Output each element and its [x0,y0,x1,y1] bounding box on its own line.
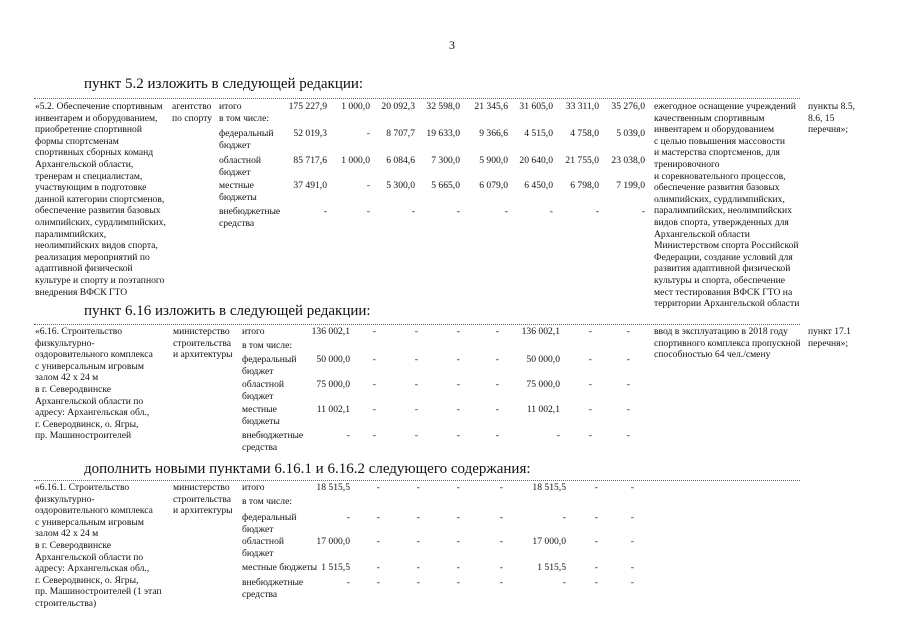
funding-value: 5 900,0 [479,155,508,166]
funding-source-line: итого [219,101,242,112]
funding-source-line: бюджеты [242,415,280,427]
funding-value: - [549,206,553,217]
funding-value: 20 092,3 [381,101,415,112]
funding-value: - [626,379,630,390]
funding-value: 7 199,0 [616,180,645,191]
description-line: «5.2. Обеспечение спортивным [35,101,163,112]
funding-value: 1 515,5 [321,562,350,573]
executor-line: строительства [173,493,232,505]
funding-value: - [346,577,350,588]
funding-value: - [414,326,418,337]
funding-value: - [414,430,418,441]
funding-value: 50 000,0 [316,354,350,365]
funding-value: - [588,379,592,390]
funding-source-line: средства [242,588,278,600]
funding-value: 19 633,0 [426,128,460,139]
funding-value: 35 276,0 [611,101,645,112]
funding-value: 1 000,0 [341,101,370,112]
expected-result-line: и соревновательного процессов, [654,170,786,182]
executor-line: по спорту [172,112,213,124]
funding-value: 136 002,1 [521,326,560,337]
funding-source-line: итого [242,482,265,493]
funding-value: - [562,577,566,588]
funding-source-label [242,482,265,494]
funding-source-label [219,128,274,151]
expected-result-line: обеспечение развития базовых [654,182,780,194]
funding-value: 37 491,0 [293,180,327,191]
executor-line: министерство [173,326,230,337]
description-line: участвующим в подготовке [35,182,147,194]
funding-value: - [556,430,560,441]
description-line: физкультурно- [35,337,95,349]
description-line: формы спортсменам [35,135,119,147]
funding-value: - [376,577,380,588]
description-line: адресу: Архангельская обл., [35,563,150,575]
funding-value: 7 300,0 [431,155,460,166]
funding-value: - [376,482,380,493]
funding-value: - [499,512,503,523]
funding-value: - [346,430,350,441]
executor-line: министерство [173,482,230,493]
funding-value: 17 000,0 [316,536,350,547]
funding-source-line: внебюджетные [242,577,304,588]
expected-result-line: инвентарем и оборудованием [654,124,775,136]
funding-source-line: итого [242,326,265,337]
description-line: оздоровительного комплекса [35,505,153,517]
funding-source-line: внебюджетные [219,206,281,217]
reference-line: перечня»; [808,124,849,136]
funding-source-label [219,101,242,113]
expected-result-line: паралимпийских, неолимпийских [654,205,792,217]
funding-value: - [366,206,370,217]
funding-source-line: в том числе: [242,496,293,507]
funding-value: - [323,206,327,217]
funding-value: - [416,536,420,547]
description-line: в г. Северодвинске [35,539,112,551]
description-line: г. Северодвинск, о. Ягры, [35,574,139,586]
description-line: «6.16. Строительство [35,326,123,337]
funding-value: - [416,512,420,523]
funding-source-line: средства [219,217,255,229]
funding-value: - [372,430,376,441]
funding-value: - [641,206,645,217]
funding-value: - [376,562,380,573]
funding-value: 6 084,6 [386,155,415,166]
funding-value: 5 665,0 [431,180,460,191]
funding-source-label [242,340,292,352]
funding-value: - [626,404,630,415]
funding-source-line: областной [242,379,285,390]
description-line: «6.16.1. Строительство [35,482,130,493]
funding-value: 75 000,0 [526,379,560,390]
funding-value: - [626,326,630,337]
funding-value: 136 002,1 [311,326,350,337]
expected-result-line: мест тестирования ВФСК ГТО на [654,286,793,298]
program-reference [808,326,851,349]
description-line: залом 42 х 24 м [35,528,99,540]
funding-source-line: бюджет [242,547,274,559]
funding-value: - [346,512,350,523]
description-line: Архангельской области, [35,158,134,170]
description-line: г. Северодвинск, о. Ягры, [35,418,139,430]
description-line: неолимпийских видов спорта, [35,240,158,252]
expected-result-line: ввод в эксплуатацию в 2018 году [654,326,788,337]
funding-value: 75 000,0 [316,379,350,390]
funding-value: - [562,512,566,523]
funding-source-line: внебюджетные [242,430,304,441]
funding-value: - [372,326,376,337]
funding-value: 23 038,0 [611,155,645,166]
funding-value: - [414,354,418,365]
funding-source-line: бюджет [219,166,251,178]
funding-value: - [504,206,508,217]
funding-source-line: местные бюджеты [242,562,318,573]
funding-value: - [594,536,598,547]
funding-source-line: бюджет [219,139,251,151]
expected-result-line: с целью повышения массовости [654,135,786,147]
description-line: Архангельской области по [35,395,144,407]
section-divider [34,480,800,481]
funding-value: - [499,536,503,547]
executor-line: и архитектуры [173,505,233,517]
expected-result-line: Министерством спорта Российской [654,240,799,252]
funding-value: - [594,482,598,493]
description-line: адаптивной физической [35,263,133,275]
funding-value: - [495,354,499,365]
funding-value: 6 079,0 [479,180,508,191]
reference-line: пункты 8.5, [808,101,856,112]
expected-result-line: спортивного комплекса пропускной [654,337,801,349]
funding-value: - [372,404,376,415]
funding-value: 6 798,0 [570,180,599,191]
funding-source-line: местные [242,404,277,415]
funding-source-line: федеральный [242,354,297,365]
description-line: адресу: Архангельская обл., [35,407,150,419]
funding-value: - [411,206,415,217]
section-divider [34,324,800,325]
funding-source-label [242,354,297,377]
measure-description [35,101,166,298]
funding-source-line: в том числе: [219,113,270,124]
funding-value: 175 227,9 [288,101,327,112]
funding-value: - [626,430,630,441]
expected-result-line: видов спорта, утвержденных для [654,216,789,228]
funding-value: - [630,512,634,523]
funding-value: - [595,206,599,217]
funding-value: - [372,379,376,390]
funding-value: - [416,482,420,493]
funding-value: 33 311,0 [565,101,599,112]
expected-result-line: качественным спортивным [654,112,765,124]
expected-result-line: и мастерства спортсменов, для [654,147,780,159]
funding-value: - [456,536,460,547]
funding-value: 11 002,1 [526,404,560,415]
description-line: спортивных сборных команд [35,147,154,159]
expected-result-line: способностью 64 чел./смену [654,349,771,361]
funding-value: - [456,206,460,217]
description-line: в г. Северодвинске [35,383,112,395]
description-line: пр. Машиностроителей (1 этап [35,586,162,598]
executor-line: и архитектуры [173,349,233,361]
funding-source-label [219,155,261,178]
funding-value: - [630,577,634,588]
funding-value: - [588,326,592,337]
funding-source-line: в том числе: [242,340,293,351]
executor [173,326,233,361]
funding-source-line: федеральный [242,512,297,523]
measure-description [35,326,153,442]
expected-result [654,101,799,310]
funding-value: 18 515,5 [316,482,350,493]
funding-value: 4 758,0 [570,128,599,139]
funding-value: - [594,512,598,523]
expected-result-line: ежегодное оснащение учреждений [654,101,796,112]
reference-line: пункт 17.1 [808,326,851,337]
description-line: культуре и спорту и поэтапного [35,274,165,286]
funding-source-label [242,326,265,338]
funding-value: 17 000,0 [532,536,566,547]
section-heading: дополнить новыми пунктами 6.16.1 и 6.16.2 следующего содержания: [84,461,531,477]
funding-value: - [495,404,499,415]
description-line: тренерам и специалистам, [35,170,143,182]
funding-value: 9 366,6 [479,128,508,139]
funding-value: 31 605,0 [519,101,553,112]
section-heading: пункт 6.16 изложить в следующей редакции: [84,303,371,319]
funding-source-line: федеральный [219,128,274,139]
funding-value: - [376,512,380,523]
funding-value: - [366,128,370,139]
funding-value: - [630,562,634,573]
expected-result-line: Федерации, создание условий для [654,251,793,263]
description-line: оздоровительного комплекса [35,349,153,361]
funding-source-line: областной [242,536,285,547]
description-line: залом 42 х 24 м [35,372,99,384]
description-line: пр. Машиностроителей [35,430,132,442]
description-line: с универсальным игровым [35,360,144,372]
funding-value: 18 515,5 [532,482,566,493]
program-reference [808,101,855,136]
description-line: с универсальным игровым [35,516,144,528]
funding-source-line: средства [242,441,278,453]
funding-value: - [630,536,634,547]
funding-value: - [495,326,499,337]
funding-value: 4 515,0 [524,128,553,139]
funding-value: - [626,354,630,365]
expected-result-line: олимпийских, сурдлимпийских, [654,193,785,205]
funding-source-label [242,496,292,508]
funding-source-line: бюджет [242,365,274,377]
funding-value: - [456,326,460,337]
funding-value: - [495,379,499,390]
funding-value: 11 002,1 [316,404,350,415]
expected-result-line: развития адаптивной физической [654,263,791,275]
executor [173,482,233,517]
funding-value: 5 300,0 [386,180,415,191]
funding-source-line: бюджеты [219,191,257,203]
funding-value: - [588,430,592,441]
description-line: приобретение спортивной [35,124,142,136]
funding-value: - [594,577,598,588]
description-line: инвентарем и оборудованием, [35,112,158,124]
expected-result-line: тренировочного [654,158,720,170]
expected-result-line: Архангельской области [654,228,750,240]
funding-value: - [416,562,420,573]
description-line: обеспечение развития базовых [35,205,161,217]
funding-value: - [456,430,460,441]
funding-value: - [456,404,460,415]
funding-value: 1 515,5 [537,562,566,573]
section-divider [34,98,800,99]
page-number: 3 [449,38,455,52]
funding-value: - [456,577,460,588]
funding-value: 1 000,0 [341,155,370,166]
funding-value: - [416,577,420,588]
reference-line: 8.6, 15 [808,112,835,124]
funding-value: - [594,562,598,573]
funding-value: 5 039,0 [616,128,645,139]
funding-value: - [456,379,460,390]
executor [172,101,212,124]
funding-source-line: бюджет [242,390,274,402]
description-line: данной категории спортсменов, [35,193,165,205]
funding-source-label [242,404,280,427]
funding-value: 85 717,6 [293,155,327,166]
funding-value: - [366,180,370,191]
executor-line: строительства [173,337,232,349]
funding-value: - [456,562,460,573]
funding-source-label [219,113,269,125]
funding-value: - [376,536,380,547]
funding-value: 8 707,7 [386,128,415,139]
executor-line: агентство [172,101,212,112]
funding-source-line: областной [219,155,262,166]
funding-value: - [630,482,634,493]
funding-value: 32 598,0 [426,101,460,112]
funding-value: - [588,404,592,415]
reference-line: перечня»; [808,337,849,349]
funding-value: 21 345,6 [474,101,508,112]
description-line: реализация мероприятий по [35,251,150,263]
funding-source-label [242,512,297,535]
funding-source-label [219,180,257,203]
description-line: паралимпийских, [35,228,107,240]
description-line: олимпийских, сурдлимпийских, [35,216,166,228]
funding-source-label [242,536,284,559]
description-line: внедрения ВФСК ГТО [35,286,128,298]
funding-value: 20 640,0 [519,155,553,166]
funding-value: - [372,354,376,365]
funding-value: - [456,354,460,365]
funding-source-label [242,379,284,402]
funding-value: - [499,562,503,573]
funding-value: - [456,512,460,523]
description-line: строительства) [35,597,97,609]
funding-value: 50 000,0 [526,354,560,365]
funding-value: - [499,577,503,588]
funding-value: - [414,379,418,390]
funding-value: 21 755,0 [565,155,599,166]
funding-value: - [588,354,592,365]
section-heading: пункт 5.2 изложить в следующей редакции: [84,76,364,92]
funding-source-line: местные [219,180,254,191]
funding-value: - [414,404,418,415]
measure-description [35,482,162,610]
funding-value: - [495,430,499,441]
expected-result-line: территории Архангельской области [654,298,800,310]
funding-value: - [499,482,503,493]
funding-value: 52 019,3 [293,128,327,139]
funding-value: - [456,482,460,493]
expected-result [654,326,801,361]
description-line: физкультурно- [35,493,95,505]
funding-source-line: бюджет [242,523,274,535]
expected-result-line: культуры и спорта, обеспечение [654,274,786,286]
funding-value: 6 450,0 [524,180,553,191]
description-line: Архангельской области по [35,551,144,563]
